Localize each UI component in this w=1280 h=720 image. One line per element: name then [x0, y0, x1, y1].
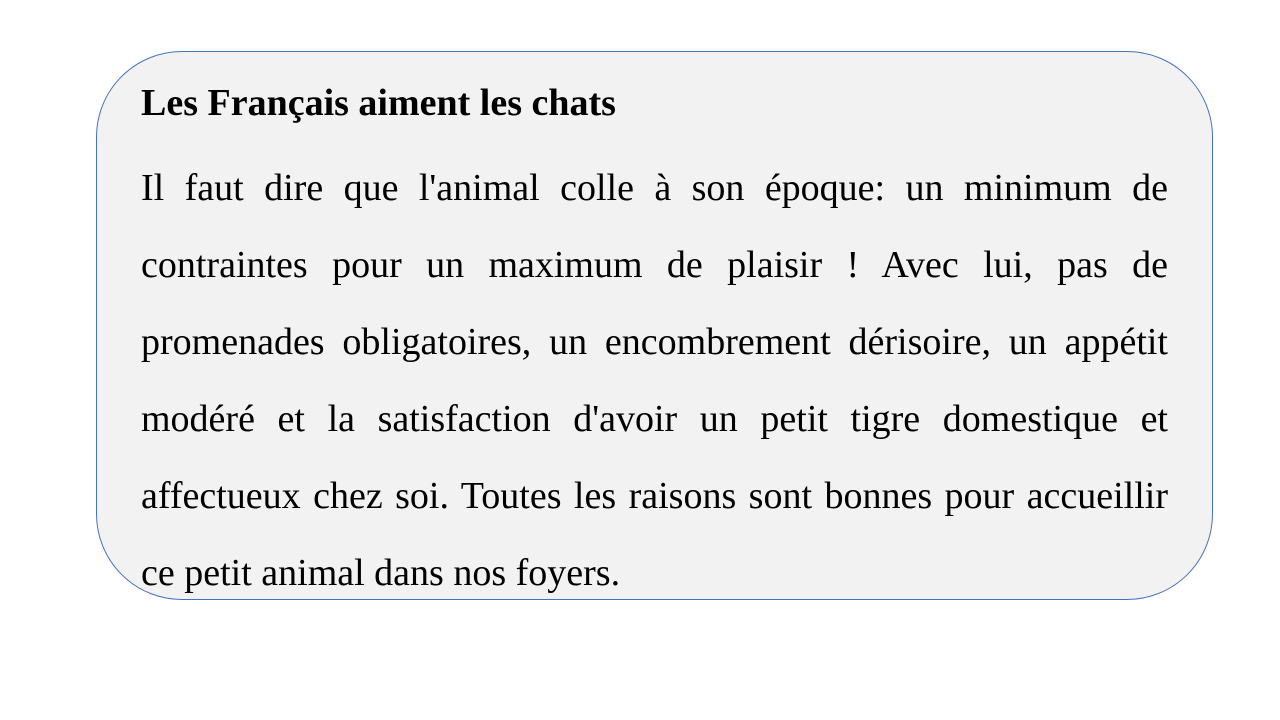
box-title: Les Français aiment les chats	[141, 82, 616, 124]
box-body-paragraph: Il faut dire que l'animal colle à son époque: un minimum de contraintes pour un maximum de plaisir ! Avec lui, pas de promenades obligatoires, un encombrement dérisoire, un appétit modéré et la satisfaction d'avoir un petit tigre domestique et affectueux chez soi. Toutes les raisons sont bonnes pour accueillir ce petit animal dans nos foyers.	[141, 167, 1168, 594]
